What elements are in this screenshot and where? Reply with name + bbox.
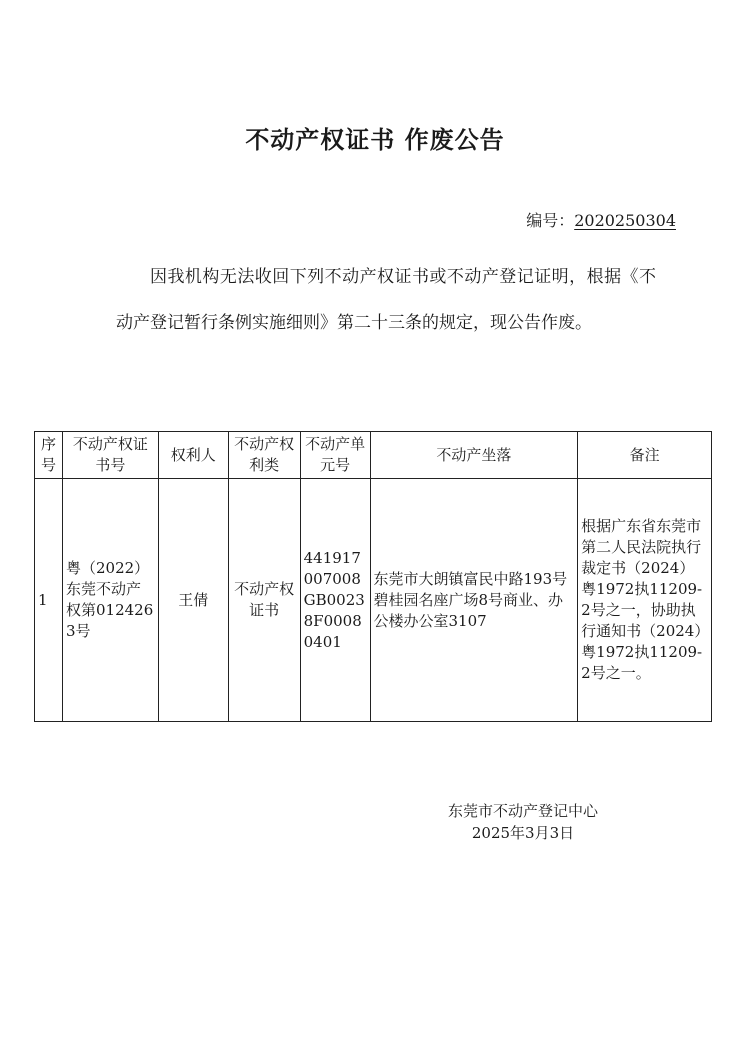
page-title: 不动产权证书 作废公告 bbox=[245, 126, 505, 154]
header-cert-no: 不动产权证书号 bbox=[62, 432, 158, 479]
issue-date: 2025年3月3日 bbox=[471, 824, 575, 842]
document-number bbox=[526, 208, 676, 231]
table-header-row bbox=[35, 432, 712, 479]
cell-holder: 王倩 bbox=[158, 479, 228, 722]
header-remark: 备注 bbox=[578, 432, 712, 479]
table-row bbox=[35, 479, 712, 722]
cancelled-certificates-table bbox=[34, 431, 712, 722]
notice-paragraph: 因我机构无法收回下列不动产权证书或不动产登记证明，根据《不动产登记暂行条例实施细则》第二十三条的规定，现公告作废。 bbox=[116, 267, 656, 333]
cell-right-type: 不动产权证书 bbox=[228, 479, 300, 722]
cell-location: 东莞市大朗镇富民中路193号碧桂园名座广场8号商业、办公楼办公室3107 bbox=[370, 479, 578, 722]
issuer-block bbox=[448, 800, 598, 844]
header-right-type: 不动产权利类 bbox=[228, 432, 300, 479]
header-unit-no: 不动产单元号 bbox=[300, 432, 370, 479]
document-number-value: 2020250304 bbox=[574, 211, 676, 230]
header-holder: 权利人 bbox=[158, 432, 228, 479]
document-number-label: 编号： bbox=[526, 211, 575, 230]
cell-cert-no: 粤（2022）东莞不动产权第0124263号 bbox=[62, 479, 158, 722]
cell-unit-no: 441917007008GB00238F00080401 bbox=[300, 479, 370, 722]
header-seq: 序号 bbox=[35, 432, 63, 479]
issuer-org: 东莞市不动产登记中心 bbox=[448, 802, 599, 820]
header-location: 不动产坐落 bbox=[370, 432, 578, 479]
cell-remark: 根据广东省东莞市第二人民法院执行裁定书（2024）粤1972执11209-2号之一，协助执行通知书（2024）粤1972执11209-2号之一。 bbox=[578, 479, 712, 722]
cell-seq: 1 bbox=[35, 479, 63, 722]
